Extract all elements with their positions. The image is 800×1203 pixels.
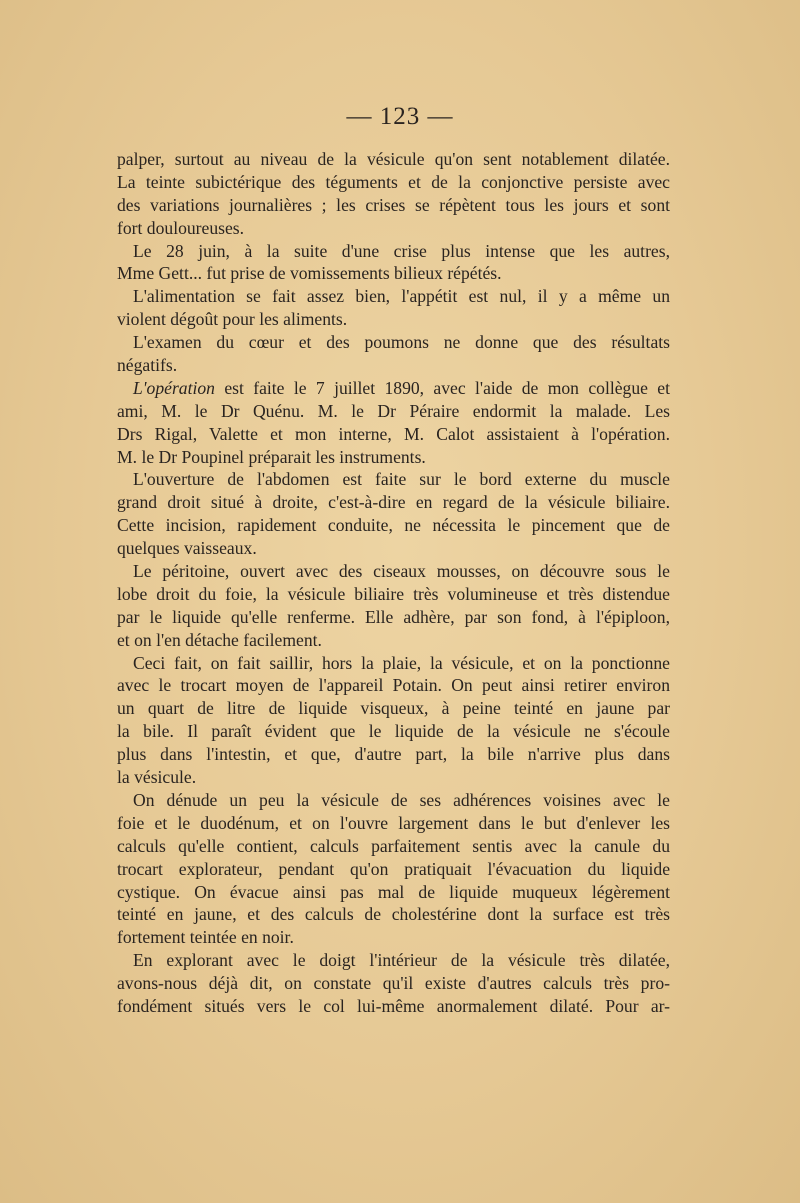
line-text: teinté en jaune, et des calculs de cholestérine dont la surface est très — [117, 904, 670, 925]
line-text: fort douloureuses. — [117, 217, 245, 238]
text-line — [117, 629, 670, 652]
line-text: fondément situés vers le col lui-même anormalement dilaté. Pour ar- — [117, 995, 670, 1016]
line-text: la bile. Il paraît évident que le liquide de la vésicule ne s'écoule — [117, 721, 670, 742]
text-line — [117, 446, 670, 469]
italic-heading: L'opération — [133, 377, 215, 398]
text-line — [117, 354, 670, 377]
text-line — [117, 583, 670, 606]
text-line — [117, 812, 670, 835]
line-text: grand droit situé à droite, c'est-à-dire en regard de la vésicule biliaire. — [117, 492, 670, 513]
text-line — [117, 926, 670, 949]
text-line — [117, 835, 670, 858]
text-line — [117, 995, 670, 1018]
text-line — [117, 331, 670, 354]
line-text: lobe droit du foie, la vésicule biliaire très volumineuse et très distendue — [117, 583, 670, 604]
text-line — [117, 606, 670, 629]
text-line — [117, 171, 670, 194]
text-line — [117, 148, 670, 171]
text-line — [117, 697, 670, 720]
text-line — [117, 789, 670, 812]
line-text: Cette incision, rapidement conduite, ne nécessita le pincement que de — [117, 515, 670, 536]
text-line — [117, 560, 670, 583]
line-text: L'ouverture de l'abdomen est faite sur le bord externe du muscle — [133, 469, 670, 490]
line-text: M. le Dr Poupinel préparait les instruments. — [117, 446, 426, 467]
text-line — [117, 903, 670, 926]
text-line — [117, 285, 670, 308]
text-line — [117, 491, 670, 514]
text-line — [117, 468, 670, 491]
line-text: violent dégoût pour les aliments. — [117, 309, 348, 330]
line-text: Le 28 juin, à la suite d'une crise plus intense que les autres, — [133, 240, 670, 261]
line-text: par le liquide qu'elle renferme. Elle adhère, par son fond, à l'épiploon, — [117, 606, 670, 627]
line-text: et on l'en détache facilement. — [117, 629, 322, 650]
line-text: la vésicule. — [117, 767, 197, 788]
line-text: avons-nous déjà dit, on constate qu'il existe d'autres calculs très pro- — [117, 973, 670, 994]
line-text: cystique. On évacue ainsi pas mal de liquide muqueux légèrement — [117, 881, 670, 902]
line-text: La teinte subictérique des téguments et de la conjonctive persiste avec — [117, 171, 670, 192]
page-number: — 123 — — [346, 103, 454, 130]
line-text: palper, surtout au niveau de la vésicule qu'on sent notablement dilatée. — [117, 149, 670, 169]
text-line — [117, 949, 670, 972]
line-text: des variations journalières ; les crises se répètent tous les jours et sont — [117, 194, 670, 215]
line-text: un quart de litre de liquide visqueux, à peine teinté en jaune par — [117, 698, 670, 719]
line-text: avec le trocart moyen de l'appareil Potain. On peut ainsi retirer environ — [117, 675, 670, 696]
line-text: calculs qu'elle contient, calculs parfaitement sentis avec la canule du — [117, 835, 670, 856]
body-text — [117, 148, 670, 1018]
text-line — [117, 972, 670, 995]
line-text: Mme Gett... fut prise de vomissements bilieux répétés. — [117, 263, 502, 284]
text-line — [117, 262, 670, 285]
line-text: L'alimentation se fait assez bien, l'appétit est nul, il y a même un — [133, 286, 670, 307]
line-text: négatifs. — [117, 355, 178, 376]
text-line — [117, 400, 670, 423]
text-line — [117, 720, 670, 743]
text-line — [117, 240, 670, 263]
line-text: L'examen du cœur et des poumons ne donne que des résultats — [133, 332, 670, 353]
text-line — [117, 766, 670, 789]
line-text: En explorant avec le doigt l'intérieur de la vésicule très dilatée, — [133, 950, 670, 971]
line-text: On dénude un peu la vésicule de ses adhérences voisines avec le — [133, 789, 670, 810]
line-text: Drs Rigal, Valette et mon interne, M. Calot assistaient à l'opération. — [117, 423, 670, 444]
line-text: trocart explorateur, pendant qu'on pratiquait l'évacuation du liquide — [117, 858, 670, 879]
line-text: plus dans l'intestin, et que, d'autre part, la bile n'arrive plus dans — [117, 744, 670, 765]
text-line — [117, 537, 670, 560]
text-line — [117, 423, 670, 446]
text-line — [117, 377, 670, 400]
text-line — [117, 881, 670, 904]
line-text: Ceci fait, on fait saillir, hors la plaie, la vésicule, et on la ponctionne — [133, 652, 670, 673]
text-line — [117, 514, 670, 537]
text-line — [117, 743, 670, 766]
line-text: quelques vaisseaux. — [117, 538, 257, 559]
text-line — [117, 217, 670, 240]
text-line — [117, 858, 670, 881]
text-line — [117, 674, 670, 697]
line-text: ami, M. le Dr Quénu. M. le Dr Péraire endormit la malade. Les — [117, 400, 670, 421]
line-text: foie et le duodénum, et on l'ouvre largement dans le but d'enlever les — [117, 812, 670, 833]
text-line — [117, 194, 670, 217]
line-text: est faite le 7 juillet 1890, avec l'aide de mon collègue et — [214, 377, 670, 398]
text-line — [117, 652, 670, 675]
line-text: fortement teintée en noir. — [117, 927, 294, 948]
text-line — [117, 308, 670, 331]
line-text: Le péritoine, ouvert avec des ciseaux mousses, on découvre sous le — [133, 561, 670, 582]
